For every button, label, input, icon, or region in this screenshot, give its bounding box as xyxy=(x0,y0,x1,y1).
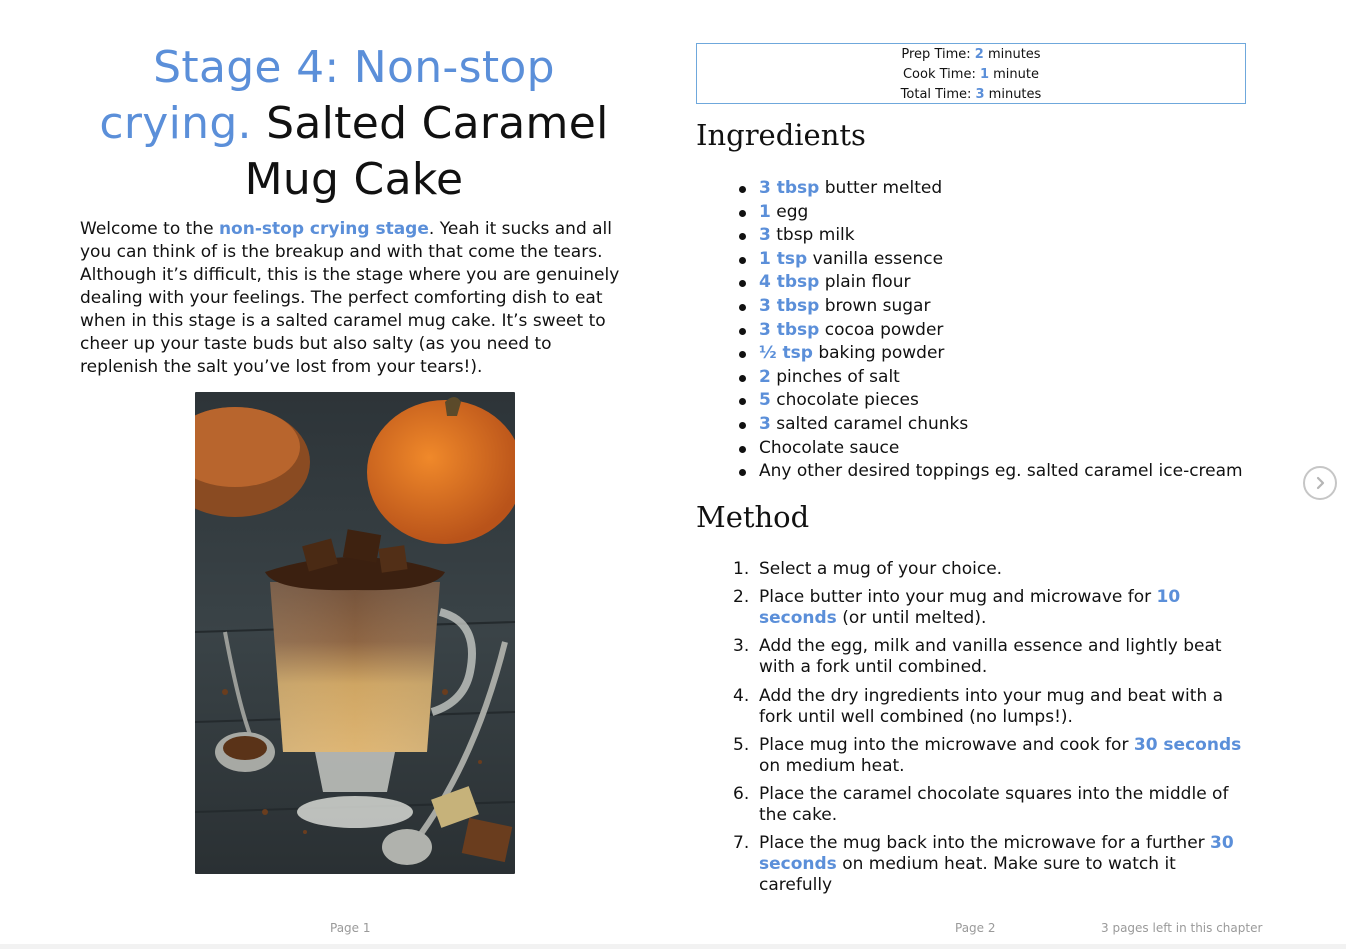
ingredient-quantity: 5 xyxy=(759,390,771,411)
left-page xyxy=(80,40,628,379)
ingredient-text: brown sugar xyxy=(819,295,931,316)
ingredient-quantity: 3 tbsp xyxy=(759,178,820,198)
ingredient-item xyxy=(759,201,1279,225)
prep-time-unit: minutes xyxy=(983,47,1041,62)
ingredients-heading: Ingredients xyxy=(696,118,866,152)
prep-time-label: Prep Time: xyxy=(901,47,975,62)
method-heading: Method xyxy=(696,500,810,534)
intro-paragraph xyxy=(80,218,628,379)
page-number-left: Page 1 xyxy=(330,921,371,935)
ingredient-quantity: 3 tbsp xyxy=(759,295,820,316)
method-step xyxy=(733,735,1243,777)
pages-left-indicator: 3 pages left in this chapter xyxy=(1101,921,1263,935)
title-stage: Stage 4: Non-stop crying. xyxy=(99,42,555,149)
page-title xyxy=(80,40,628,208)
ingredient-item xyxy=(759,389,1279,413)
step-text xyxy=(759,587,1243,629)
ingredient-text: tbsp milk xyxy=(770,225,855,246)
step-text-before: Select a mug of your choice. xyxy=(759,559,1003,579)
method-step xyxy=(733,686,1243,728)
ingredient-item xyxy=(759,460,1279,484)
method-step xyxy=(733,833,1243,896)
step-text-before: Add the dry ingredients into your mug and beat with a fork until well combined (no lumps!). xyxy=(759,685,1224,727)
step-text-highlight: 30 seconds xyxy=(759,833,1234,875)
ingredient-quantity: 1 xyxy=(759,201,771,222)
method-step xyxy=(733,636,1243,678)
ingredient-text: Any other desired toppings eg. salted caramel ice-cream xyxy=(759,461,1243,482)
ingredients-list xyxy=(759,177,1279,484)
ingredient-quantity: 1 tsp xyxy=(759,248,808,269)
method-list xyxy=(733,559,1243,903)
ingredient-item xyxy=(759,271,1279,295)
step-text-after: (or until melted). xyxy=(836,608,987,629)
mug-cake-photo xyxy=(195,392,515,874)
step-text xyxy=(759,636,1243,678)
ingredient-text: Chocolate sauce xyxy=(759,437,900,458)
step-number: 3. xyxy=(733,636,750,657)
total-time-line xyxy=(697,85,1245,105)
step-text-after: on medium heat. Make sure to watch it carefully xyxy=(759,854,1176,896)
ingredient-item xyxy=(759,342,1279,366)
ingredient-item xyxy=(759,413,1279,437)
ingredient-item xyxy=(759,177,1279,201)
method-step xyxy=(733,559,1243,580)
cook-time-unit: minute xyxy=(989,67,1039,82)
ingredient-quantity: 3 tbsp xyxy=(759,319,820,340)
ingredient-text: vanilla essence xyxy=(807,248,944,269)
intro-end: . Yeah it sucks and all you can think of is the breakup and with that come the tears. Although it’s difficult, this is the stage where you are genuinely dealing with your feelings. The perfect comforting dish to eat when in this stage is a salted caramel mug cake. It’s sweet to cheer up your taste buds but also salty (as you need to replenish the salt you’ve lost from your tears!). xyxy=(80,219,620,377)
cook-time-value: 1 xyxy=(979,67,990,82)
ingredient-text: baking powder xyxy=(812,343,945,364)
step-text-before: Add the egg, milk and vanilla essence and lightly beat with a fork until combined. xyxy=(759,636,1222,678)
total-time-value: 3 xyxy=(975,87,985,102)
prep-time-line xyxy=(697,45,1245,65)
method-step xyxy=(733,784,1243,826)
ingredient-item xyxy=(759,366,1279,390)
ingredient-text: chocolate pieces xyxy=(770,390,919,411)
ingredient-item xyxy=(759,224,1279,248)
ingredient-text: salted caramel chunks xyxy=(770,413,969,434)
step-text xyxy=(759,833,1243,896)
total-time-unit: minutes xyxy=(984,87,1042,102)
cook-time-label: Cook Time: xyxy=(902,67,980,82)
step-text xyxy=(759,686,1243,728)
ingredient-text: plain flour xyxy=(819,272,911,293)
chevron-right-icon xyxy=(1313,476,1327,490)
step-text xyxy=(759,559,1243,580)
ingredient-text: butter melted xyxy=(819,178,943,198)
step-text-before: Place butter into your mug and microwave for xyxy=(759,587,1157,608)
step-text xyxy=(759,784,1243,826)
ingredient-item xyxy=(759,295,1279,319)
ingredient-quantity: ½ tsp xyxy=(759,343,813,364)
ingredient-quantity: 2 xyxy=(759,366,771,387)
step-text-highlight: 10 seconds xyxy=(759,587,1181,629)
step-text-highlight: 30 seconds xyxy=(1133,734,1242,755)
step-number: 5. xyxy=(733,734,750,755)
intro-start: Welcome to the xyxy=(80,219,219,239)
step-text xyxy=(759,735,1243,777)
ingredient-text: cocoa powder xyxy=(819,319,944,340)
bottom-scroll-bar[interactable] xyxy=(0,944,1346,949)
recipe-times-box xyxy=(696,43,1246,104)
ingredient-quantity: 4 tbsp xyxy=(759,272,820,293)
title-recipe: Salted Caramel Mug Cake xyxy=(244,98,609,205)
step-number: 4. xyxy=(733,685,750,706)
intro-highlight: non-stop crying stage xyxy=(218,219,429,239)
ingredient-item xyxy=(759,248,1279,272)
total-time-label: Total Time: xyxy=(900,87,976,102)
step-number: 2. xyxy=(733,587,750,608)
method-step xyxy=(733,587,1243,629)
ingredient-text: pinches of salt xyxy=(770,366,900,387)
next-page-button[interactable] xyxy=(1303,466,1337,500)
step-text-after: on medium heat. xyxy=(759,755,905,776)
ingredient-quantity: 3 xyxy=(759,225,771,246)
ingredient-quantity: 3 xyxy=(759,413,771,434)
cook-time-line xyxy=(697,65,1245,85)
page-number-right: Page 2 xyxy=(955,921,996,935)
prep-time-value: 2 xyxy=(974,47,984,62)
step-number: 1. xyxy=(733,559,750,579)
step-text-before: Place the caramel chocolate squares into the middle of the cake. xyxy=(759,783,1229,825)
step-number: 6. xyxy=(733,783,750,804)
step-number: 7. xyxy=(733,833,750,854)
ingredient-text: egg xyxy=(770,201,809,222)
ingredient-item xyxy=(759,319,1279,343)
ingredient-item xyxy=(759,437,1279,461)
step-text-before: Place the mug back into the microwave for a further xyxy=(759,833,1211,854)
step-text-before: Place mug into the microwave and cook for xyxy=(759,734,1134,755)
